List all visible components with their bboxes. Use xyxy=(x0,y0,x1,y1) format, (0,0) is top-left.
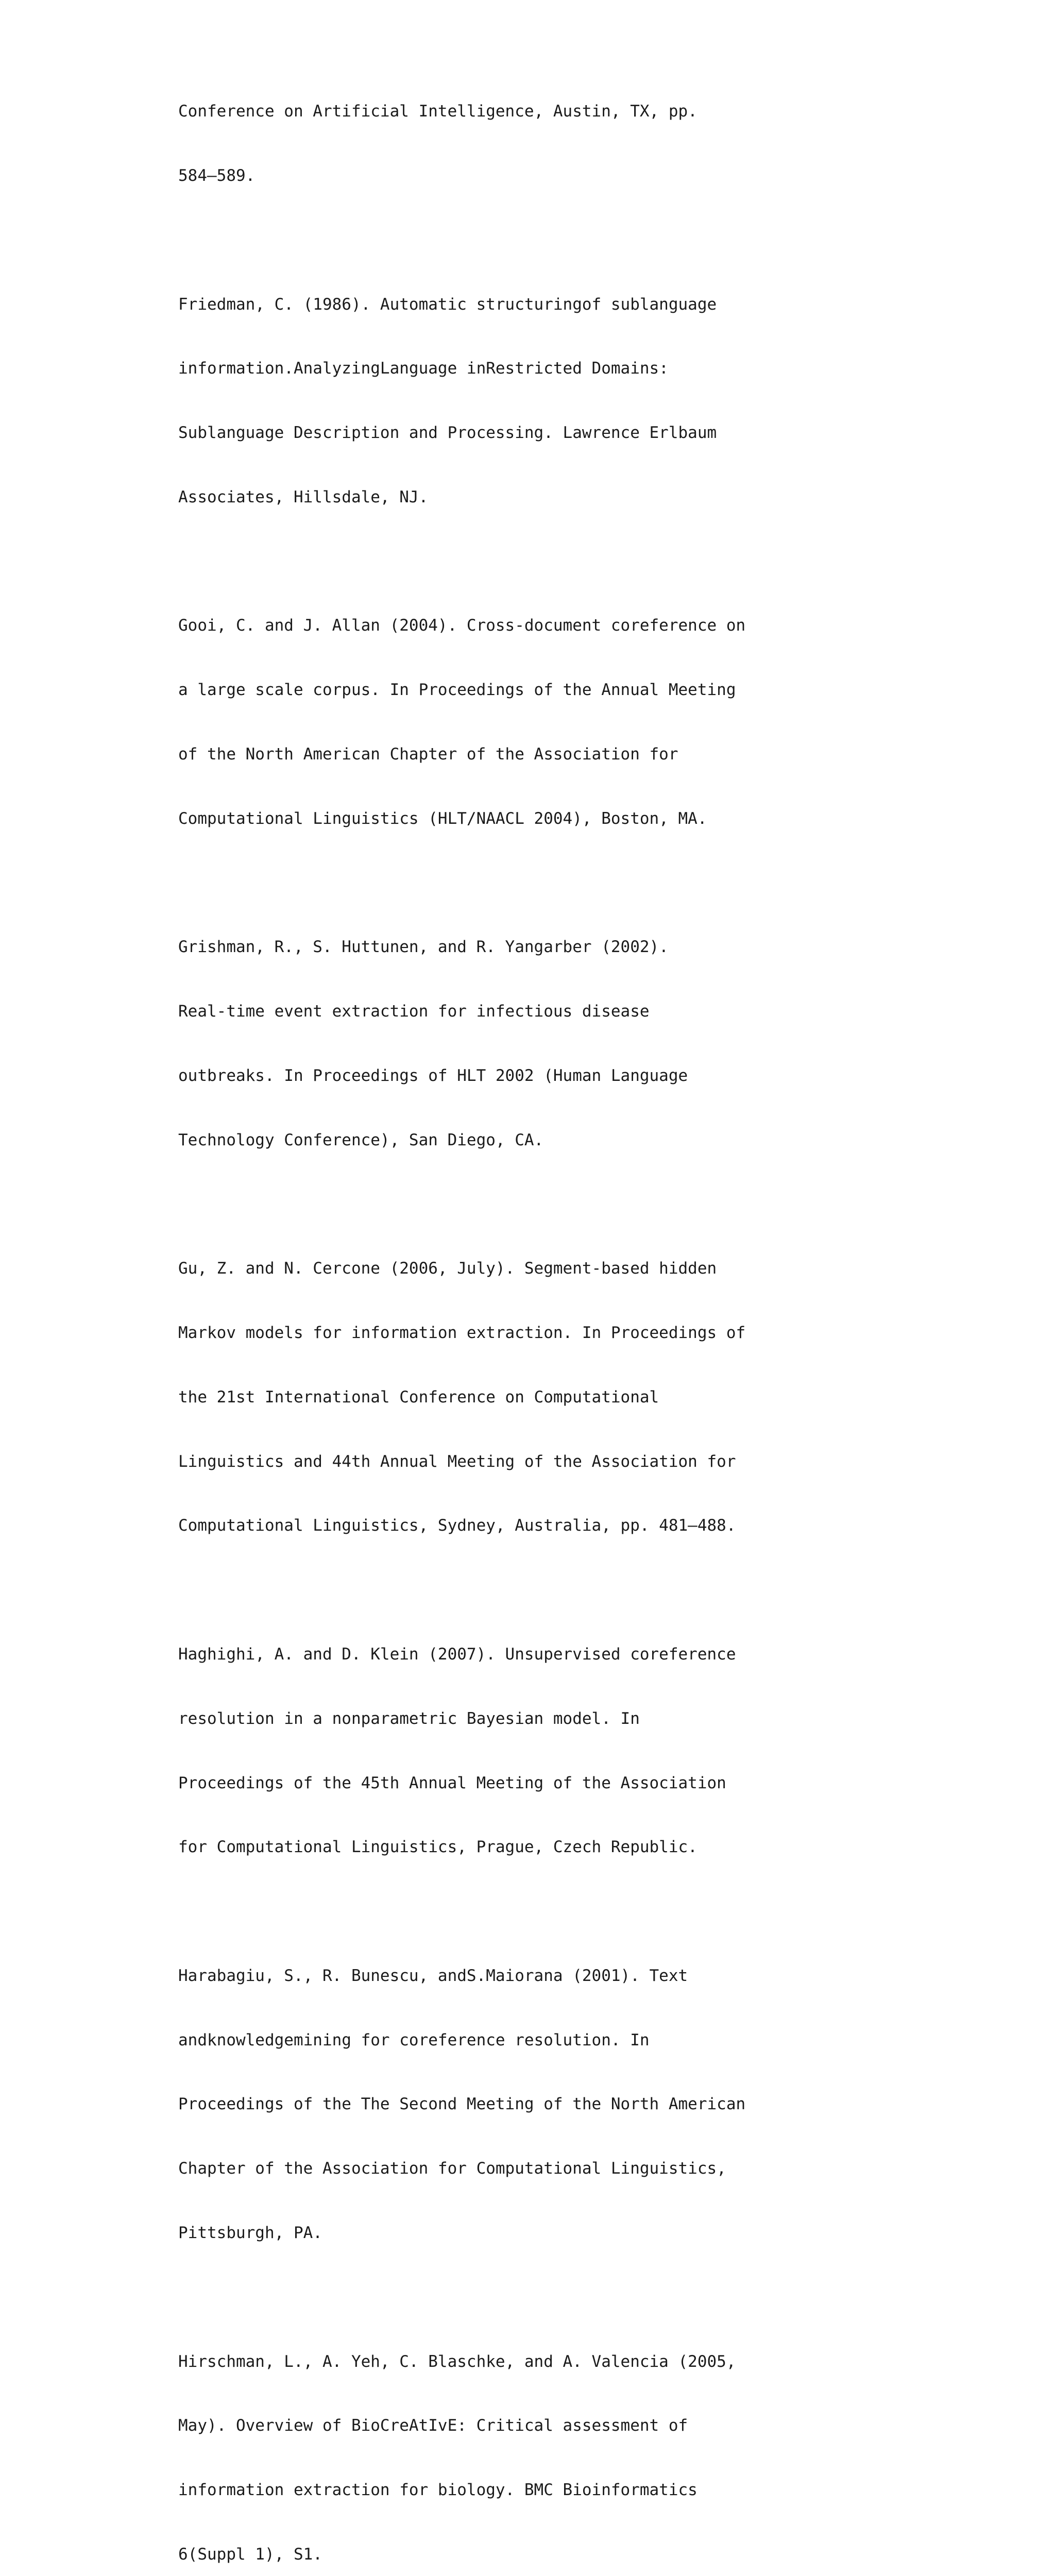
reference-line: of the North American Chapter of the Association for xyxy=(178,745,678,764)
reference-line: Technology Conference), San Diego, CA. xyxy=(178,1130,544,1149)
reference-line: outbreaks. In Proceedings of HLT 2002 (Human Language xyxy=(178,1066,688,1085)
reference-entry xyxy=(178,251,910,551)
reference-line: information extraction for biology. BMC Bioinformatics xyxy=(178,2481,697,2500)
reference-entry xyxy=(178,894,910,1194)
reference-line: Computational Linguistics (HLT/NAACL 2004), Boston, MA. xyxy=(178,809,707,828)
reference-line: Markov models for information extraction. In Proceedings of xyxy=(178,1324,746,1343)
reference-line: Computational Linguistics, Sydney, Australia, pp. 481–488. xyxy=(178,1516,736,1535)
reference-line: Chapter of the Association for Computational Linguistics, xyxy=(178,2159,726,2178)
reference-line: resolution in a nonparametric Bayesian model. In xyxy=(178,1709,640,1728)
reference-entry xyxy=(178,1215,910,1580)
reference-line: andknowledgemining for coreference resolution. In xyxy=(178,2030,650,2049)
reference-line: Real-time event extraction for infectious disease xyxy=(178,1002,650,1021)
reference-entry xyxy=(178,2308,910,2576)
reference-line: 6(Suppl 1), S1. xyxy=(178,2545,322,2564)
reference-line: Associates, Hillsdale, NJ. xyxy=(178,487,429,506)
reference-entry xyxy=(178,1601,910,1901)
reference-line: Harabagiu, S., R. Bunescu, andS.Maiorana (2001). Text xyxy=(178,1966,688,1985)
reference-line: Hirschman, L., A. Yeh, C. Blaschke, and A. Valencia (2005, xyxy=(178,2352,736,2371)
reference-line: information.AnalyzingLanguage inRestricted Domains: xyxy=(178,359,669,378)
reference-line: Pittsburgh, PA. xyxy=(178,2223,322,2242)
reference-entry xyxy=(178,572,910,872)
reference-line: Conference on Artificial Intelligence, Austin, TX, pp. xyxy=(178,102,697,121)
reference-line: Haghighi, A. and D. Klein (2007). Unsupervised coreference xyxy=(178,1645,736,1664)
reference-line: Grishman, R., S. Huttunen, and R. Yangarber (2002). xyxy=(178,938,669,957)
reference-line: 584–589. xyxy=(178,166,256,185)
reference-entry xyxy=(178,1923,910,2287)
reference-line: Friedman, C. (1986). Automatic structuringof sublanguage xyxy=(178,295,717,314)
reference-line: Sublanguage Description and Processing. Lawrence Erlbaum xyxy=(178,423,717,443)
reference-line: Proceedings of the 45th Annual Meeting of the Association xyxy=(178,1773,726,1792)
reference-line: Proceedings of the The Second Meeting of the North American xyxy=(178,2095,746,2114)
reference-line: May). Overview of BioCreAtIvE: Critical assessment of xyxy=(178,2416,688,2435)
reference-line: Linguistics and 44th Annual Meeting of the Association for xyxy=(178,1452,736,1471)
reference-entry xyxy=(178,58,910,230)
reference-line: the 21st International Conference on Computational xyxy=(178,1387,659,1406)
reference-line: a large scale corpus. In Proceedings of the Annual Meeting xyxy=(178,681,736,700)
reference-line: for Computational Linguistics, Prague, Czech Republic. xyxy=(178,1838,697,1857)
reference-line: Gu, Z. and N. Cercone (2006, July). Segment-based hidden xyxy=(178,1259,717,1278)
reference-line: Gooi, C. and J. Allan (2004). Cross-document coreference on xyxy=(178,616,746,635)
reference-list xyxy=(178,58,910,2576)
